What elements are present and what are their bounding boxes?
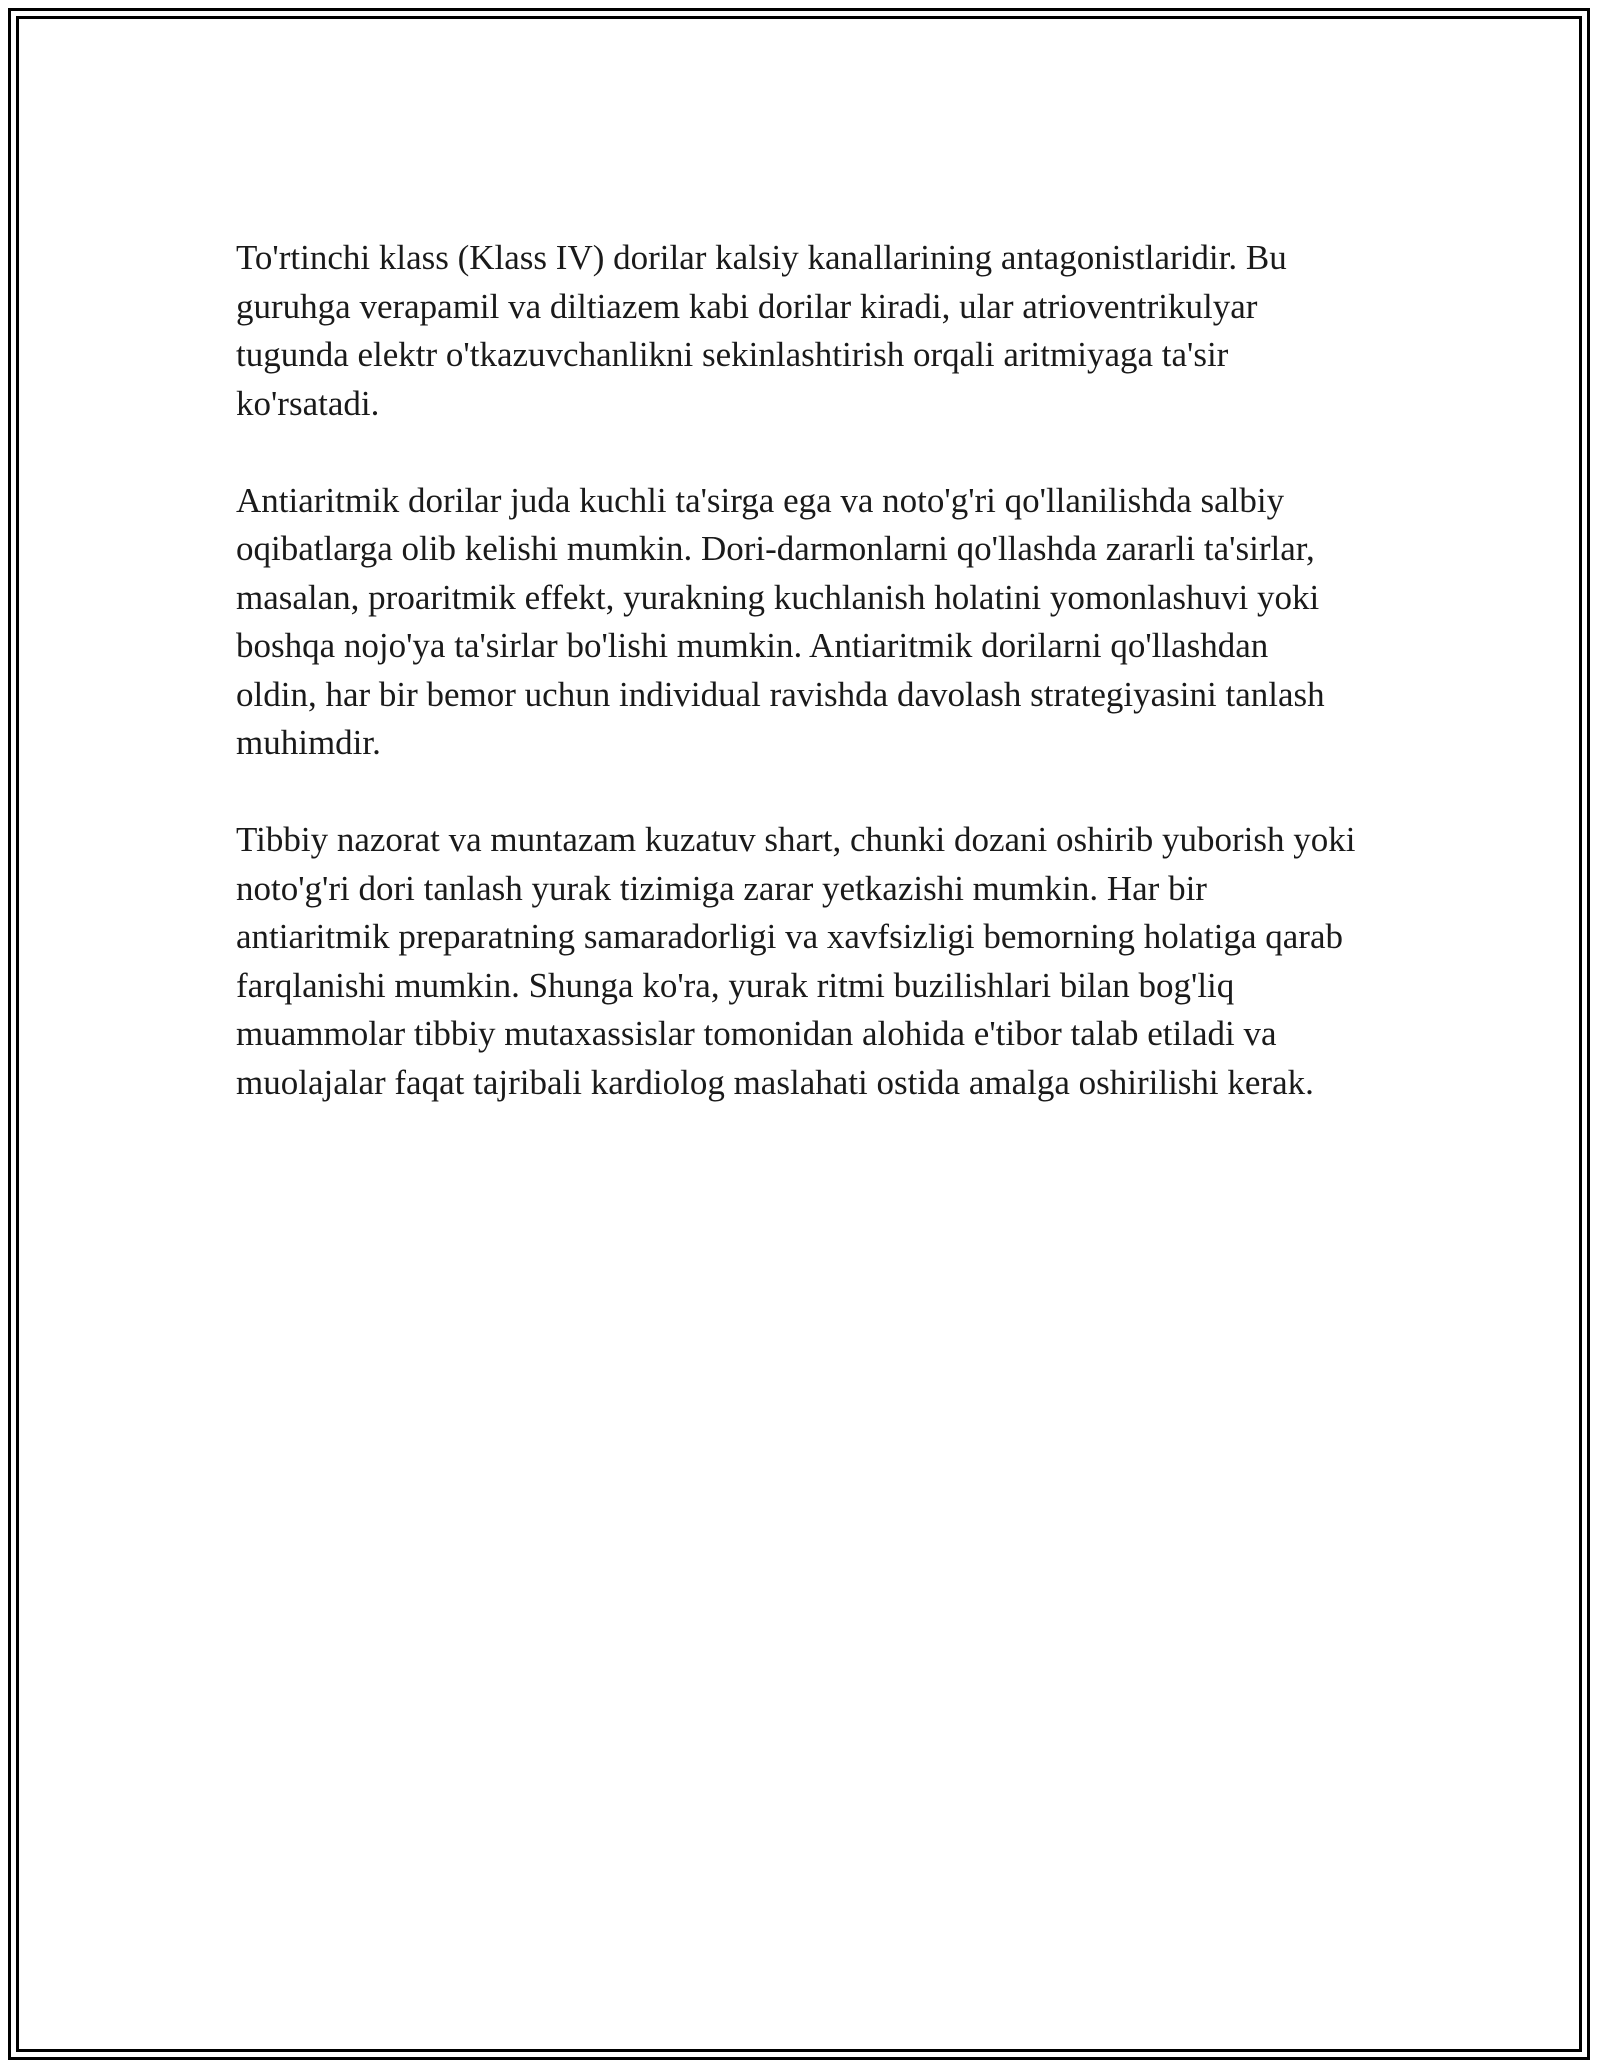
paragraph-3: Tibbiy nazorat va muntazam kuzatuv shart, chunki dozani oshirib yuborish yoki noto'g'ri dori tanlash yurak tizimiga zarar yetkazishi mumkin. Har bir antiaritmik preparatning samaradorligi va xavfsizligi bemorning holatiga qarab farqlanishi mumkin. Shunga ko'ra, yurak ritmi buzilishlari bilan bog'liq muammolar tibbiy mutaxassislar tomonidan alohida e'tibor talab etiladi va muolajalar faqat tajribali kardiolog maslahati ostida amalga oshirilishi kerak.: [236, 820, 1356, 1102]
document-body: [236, 234, 1356, 1156]
paragraph-1: To'rtinchi klass (Klass IV) dorilar kalsiy kanallarining antagonistlaridir. Bu guruhga verapamil va diltiazem kabi dorilar kiradi, ular atrioventrikulyar tugunda elektr o'tkazuvchanlikni sekinlashtirish orqali aritmiyaga ta'sir ko'rsatadi.: [236, 238, 1287, 423]
paragraph-2: Antiaritmik dorilar juda kuchli ta'sirga ega va noto'g'ri qo'llanilishda salbiy oqibatlarga olib kelishi mumkin. Dori-darmonlarni qo'llashda zararli ta'sirlar, masalan, proaritmik effekt, yurakning kuchlanish holatini yomonlashuvi yoki boshqa nojo'ya ta'sirlar bo'lishi mumkin. Antiaritmik dorilarni qo'llashdan oldin, har bir bemor uchun individual ravishda davolash strategiyasini tanlash muhimdir.: [236, 480, 1325, 762]
